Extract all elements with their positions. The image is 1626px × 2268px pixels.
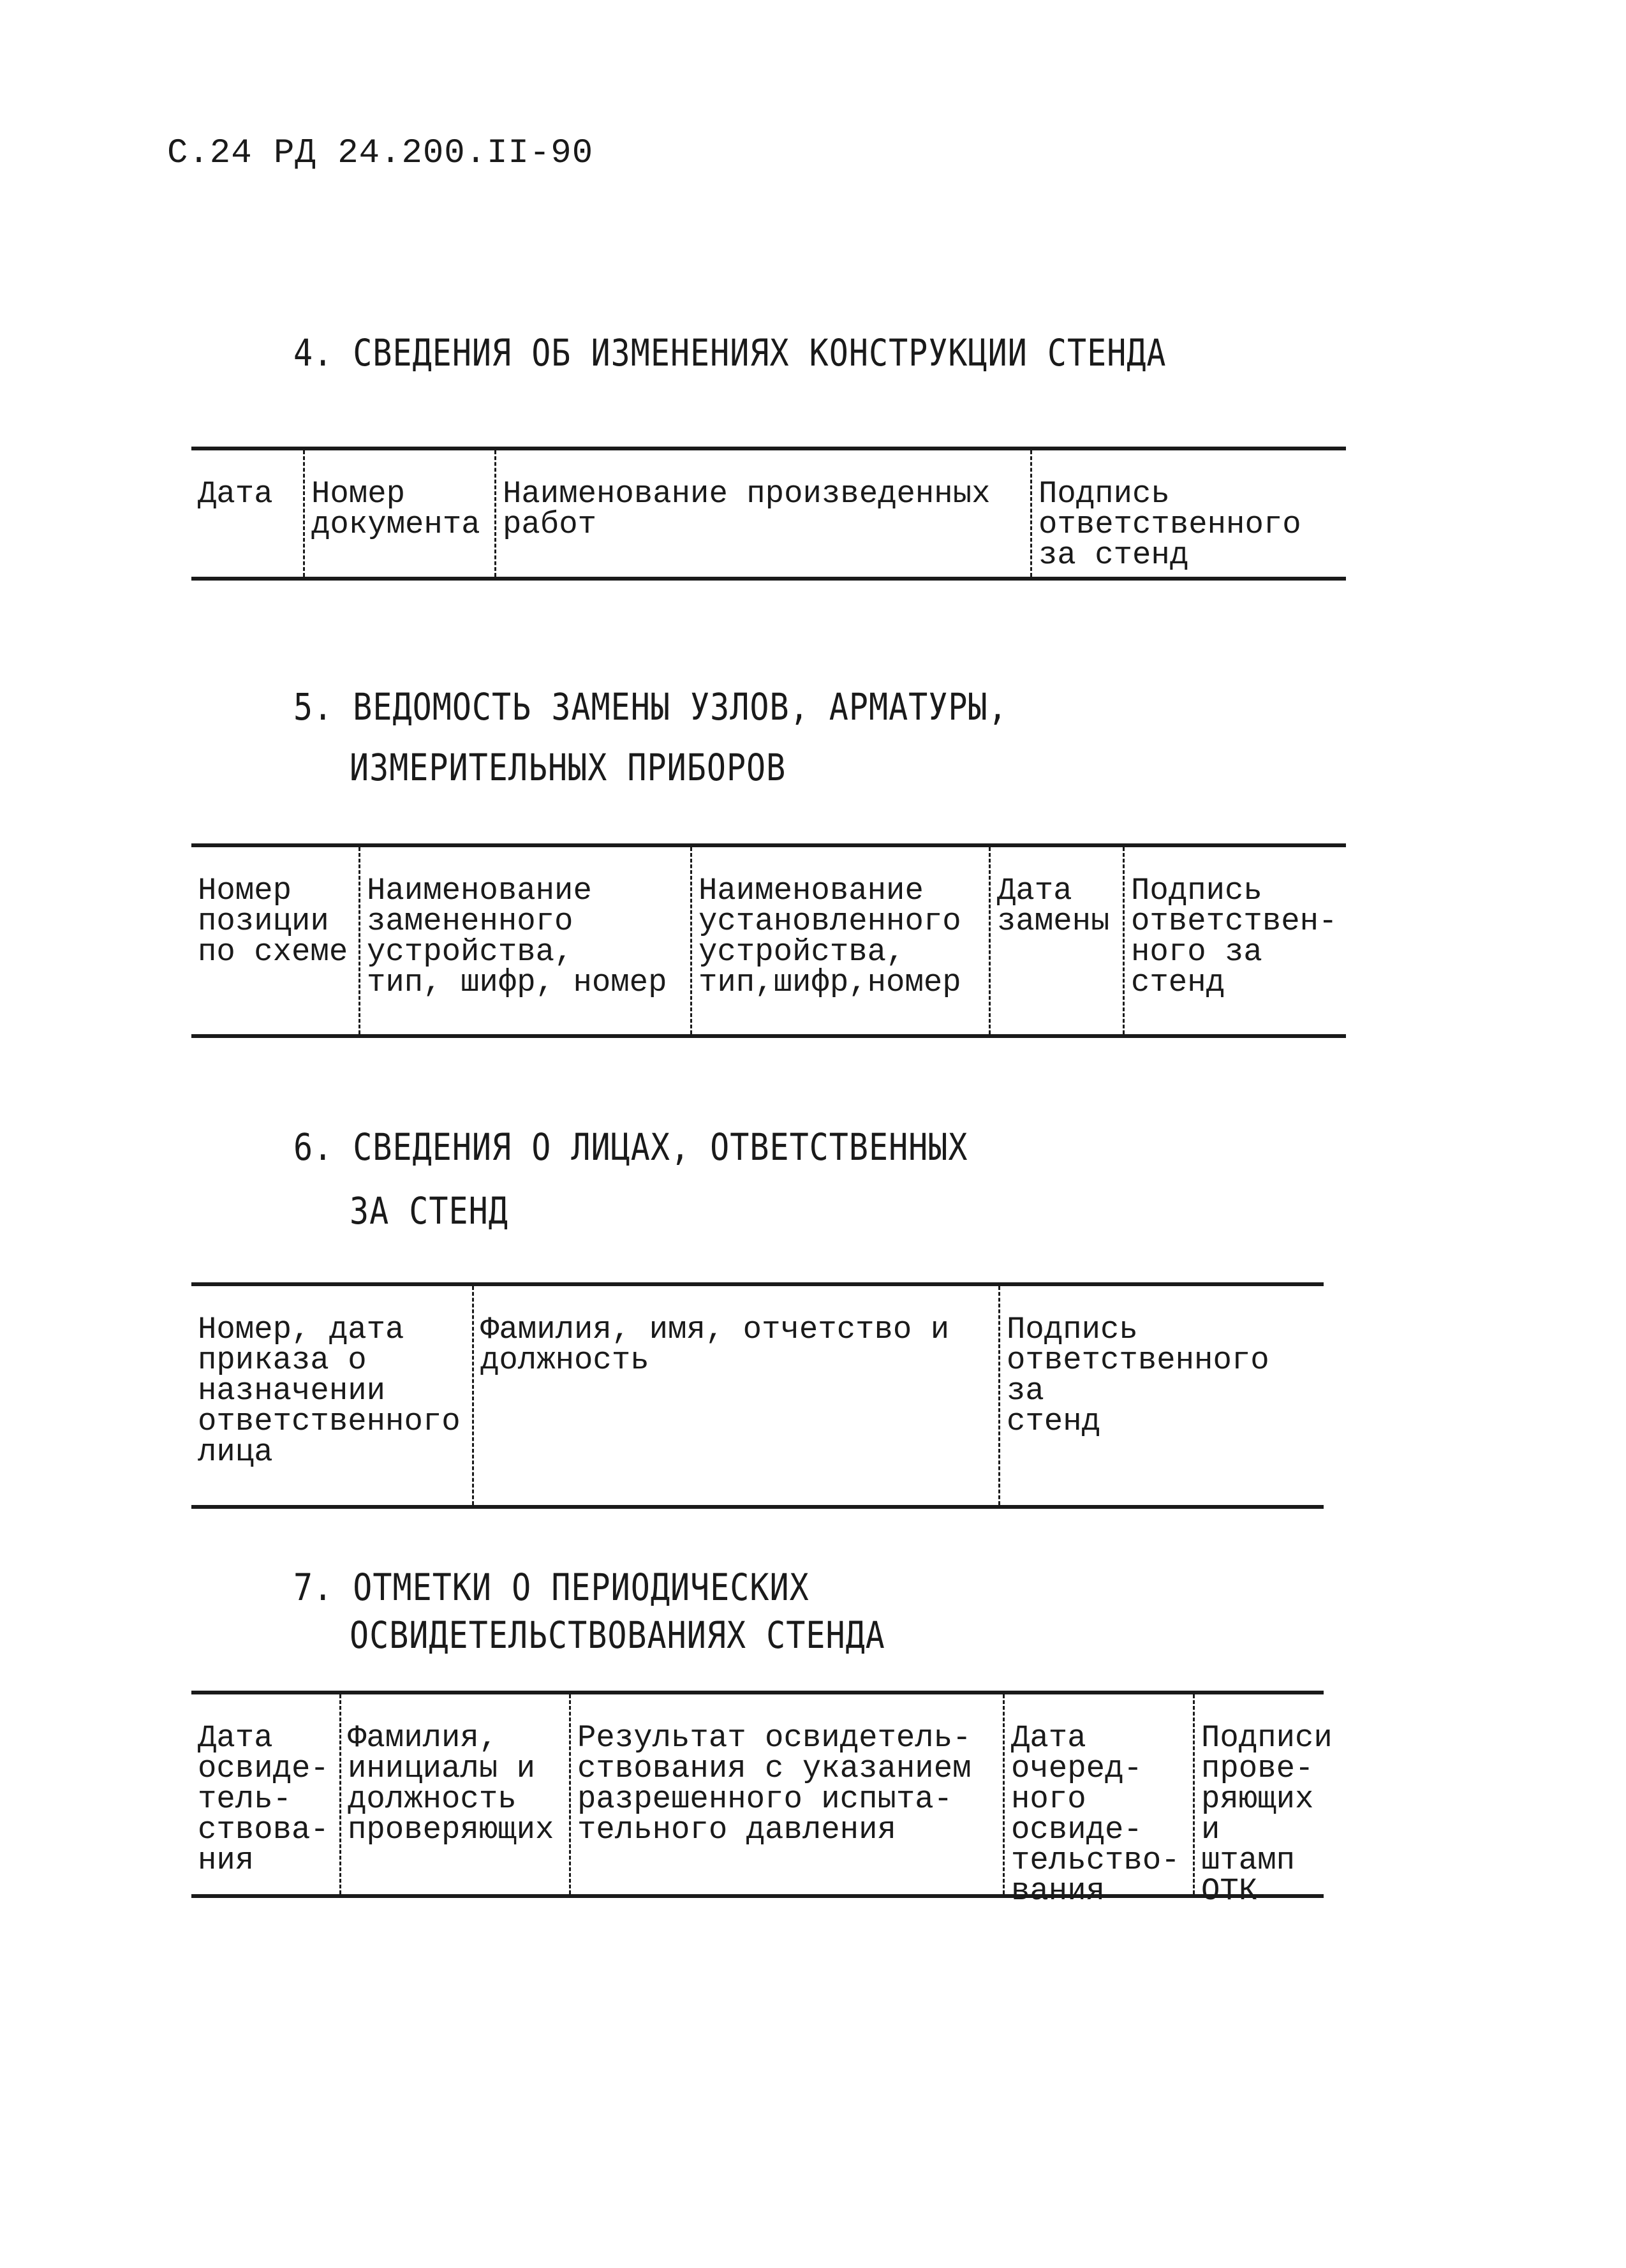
table-header-cell: Подпись ответственного за стенд: [998, 1286, 1324, 1505]
table-header-cell: Дата освиде- тель- ствова- ния: [198, 1720, 329, 1878]
table-header-cell: Дата очеред- ного освиде- тельство- вания: [1003, 1694, 1193, 1894]
table-header-cell: Номер документа: [303, 450, 494, 577]
section-7-table: [191, 1691, 1333, 1909]
table-header-cell: Подпись ответственного за стенд: [1030, 450, 1346, 577]
section-5-title-line1: 5. ВЕДОМОСТЬ ЗАМЕНЫ УЗЛОВ, АРМАТУРЫ,: [293, 686, 1008, 729]
page-header: С.24 РД 24.200.II-90: [167, 134, 594, 173]
section-7-title-line1: 7. ОТМЕТКИ О ПЕРИОДИЧЕСКИХ: [293, 1566, 809, 1609]
table-header-cell: Подпись ответствен- ного за стенд: [1123, 847, 1346, 1034]
table-header-cell: Номер позиции по схеме: [198, 873, 348, 970]
table-header-cell: Дата замены: [989, 847, 1123, 1034]
table-header-cell: Дата: [198, 476, 273, 512]
table-header-cell: Фамилия, инициалы и должность проверяющих: [339, 1694, 569, 1894]
section-5-table: [191, 843, 1346, 1038]
table-header-cell: Наименование замененного устройства, тип, шифр, номер: [358, 847, 690, 1034]
section-6-title-line2: ЗА СТЕНД: [350, 1190, 508, 1233]
section-4-table: [191, 447, 1346, 581]
section-7-title-line2: ОСВИДЕТЕЛЬСТВОВАНИЯХ СТЕНДА: [350, 1614, 885, 1657]
table-header-cell: Номер, дата приказа о назначении ответственного лица: [198, 1312, 461, 1470]
section-6-title-line1: 6. СВЕДЕНИЯ О ЛИЦАХ, ОТВЕТСТВЕННЫХ: [293, 1126, 968, 1169]
table-header-cell: Наименование произведенных работ: [494, 450, 1030, 577]
section-4-title: 4. СВЕДЕНИЯ ОБ ИЗМЕНЕНИЯХ КОНСТРУКЦИИ СТЕНДА: [293, 332, 1167, 374]
table-header-cell: Подписи прове- ряющих и штамп ОТК: [1193, 1694, 1324, 1894]
section-5-title-line2: ИЗМЕРИТЕЛЬНЫХ ПРИБОРОВ: [350, 746, 787, 789]
table-header-cell: Фамилия, имя, отчетство и должность: [472, 1286, 998, 1505]
section-6-table: [191, 1282, 1324, 1509]
table-header-cell: Наименование установленного устройства, тип,шифр,номер: [690, 847, 989, 1034]
table-header-cell: Результат освидетель- ствования с указанием разрешенного испыта- тельного давления: [569, 1694, 1003, 1894]
